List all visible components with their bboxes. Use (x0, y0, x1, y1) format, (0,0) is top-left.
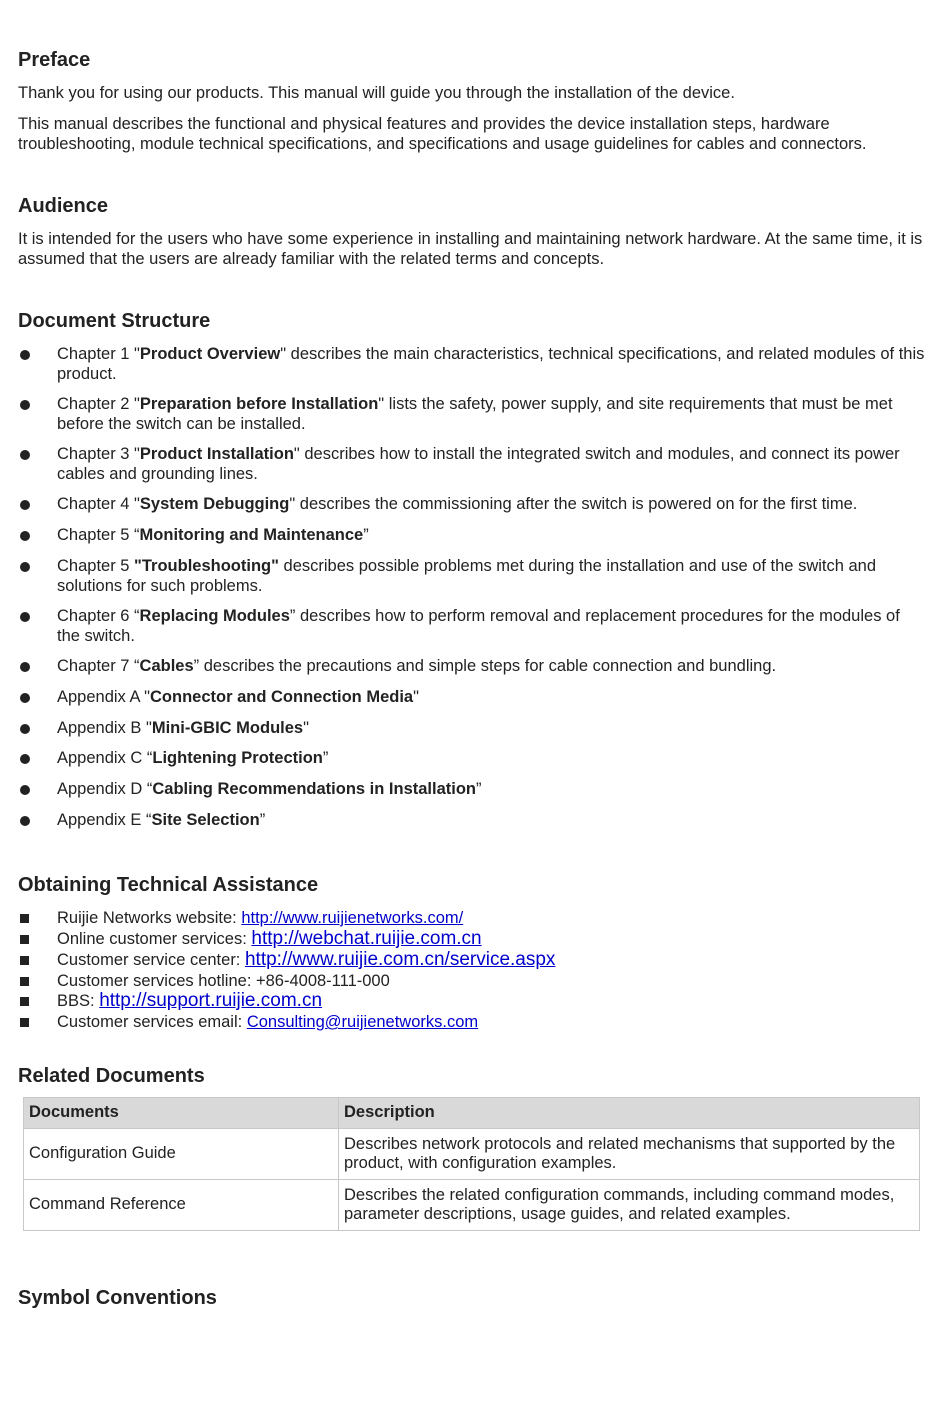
preface-heading: Preface (18, 49, 91, 71)
symbol-conventions-heading: Symbol Conventions (18, 1287, 217, 1309)
bullet-dot-icon (20, 345, 36, 366)
bullet-dot-icon (20, 495, 36, 516)
document-structure-heading: Document Structure (18, 310, 211, 332)
document-description-cell: Describes the related configuration commands, including command modes, parameter descriptions, usage guides, and related examples. (339, 1180, 920, 1231)
service-center-link[interactable]: http://www.ruijie.com.cn/service.aspx (244, 949, 556, 970)
related-documents-table (23, 1097, 920, 1231)
bullet-dot-icon (20, 688, 36, 709)
item-prefix: Appendix C “ (57, 749, 153, 767)
bullet-dot-icon (20, 607, 36, 628)
item-description: ” describes the precautions and simple steps for cable connection and bundling. (193, 657, 777, 675)
table-row (24, 1129, 920, 1180)
item-title: Cabling Recommendations in Installation (152, 780, 477, 798)
bbs-link[interactable]: http://support.ruijie.com.cn (99, 990, 323, 1011)
bullet-dot-icon (20, 719, 36, 740)
website-link[interactable]: http://www.ruijienetworks.com/ (241, 909, 464, 927)
item-prefix: Chapter 3 " (57, 445, 140, 463)
document-name-cell: Command Reference (24, 1180, 339, 1231)
preface-paragraph-1: Thank you for using our products. This manual will guide you through the installation of the device. (18, 84, 735, 102)
technical-assistance-heading: Obtaining Technical Assistance (18, 874, 319, 896)
bullet-square-icon (20, 1012, 29, 1032)
bullet-square-icon (20, 908, 29, 928)
item-prefix: Appendix E “ (57, 811, 152, 829)
item-title: Site Selection (151, 811, 260, 829)
item-prefix: Chapter 1 " (57, 345, 140, 363)
item-title: Lightening Protection (152, 749, 323, 767)
bullet-dot-icon (20, 780, 36, 801)
item-title: Preparation before Installation (139, 395, 379, 413)
bullet-dot-icon (20, 445, 36, 466)
column-header-documents: Documents (24, 1098, 339, 1129)
bullet-square-icon (20, 929, 29, 949)
bullet-dot-icon (20, 749, 36, 770)
item-description: describes possible problems met during the installation and use of the switch and solutions for such problems. (57, 557, 877, 595)
item-prefix: Appendix A " (57, 688, 151, 706)
item-title: Connector and Connection Media (150, 688, 414, 706)
item-prefix: Appendix B " (57, 719, 152, 737)
assistance-label: Online customer services: (57, 930, 252, 948)
bullet-dot-icon (20, 657, 36, 678)
bullet-dot-icon (20, 526, 36, 547)
item-prefix: Chapter 5 “ (57, 526, 140, 544)
assistance-label: Ruijie Networks website: (57, 909, 242, 927)
item-description: ” (322, 749, 329, 767)
item-description: " lists the safety, power supply, and site requirements that must be met before the switch can be installed. (57, 395, 893, 433)
bullet-square-icon (20, 971, 29, 991)
item-title: Mini-GBIC Modules (151, 719, 304, 737)
item-title: System Debugging (139, 495, 290, 513)
item-title: Monitoring and Maintenance (139, 526, 364, 544)
webchat-link[interactable]: http://webchat.ruijie.com.cn (251, 928, 482, 949)
item-description: ” (363, 526, 369, 544)
item-description: " (413, 688, 419, 706)
item-prefix: Chapter 4 " (57, 495, 140, 513)
audience-heading: Audience (18, 195, 109, 217)
bullet-square-icon (20, 950, 29, 970)
bullet-dot-icon (20, 395, 36, 416)
preface-paragraph-2: This manual describes the functional and physical features and provides the device installation steps, hardware troubleshooting, module technical specifications, and specifications and usage guidelines for cables and connectors. (18, 115, 867, 153)
assistance-label: BBS: (57, 992, 100, 1010)
document-name-cell: Configuration Guide (24, 1129, 339, 1180)
item-description: ” (259, 811, 266, 829)
item-description: " (303, 719, 309, 737)
item-description: " describes the main characteristics, technical specifications, and related modules of this product. (57, 345, 925, 383)
item-title: "Troubleshooting" (134, 557, 279, 575)
table-header-row (24, 1098, 920, 1129)
item-prefix: Chapter 2 " (57, 395, 140, 413)
item-description: " describes the commissioning after the switch is powered on for the first time. (289, 495, 858, 513)
assistance-label: Customer service center: (57, 951, 245, 969)
audience-paragraph: It is intended for the users who have some experience in installing and maintaining network hardware. At the same time, it is assumed that the users are already familiar with the related terms and concepts. (18, 230, 923, 268)
column-header-description: Description (339, 1098, 920, 1129)
item-description: ” describes how to perform removal and replacement procedures for the modules of the switch. (57, 607, 900, 645)
item-title: Cables (139, 657, 194, 675)
bullet-square-icon (20, 991, 29, 1011)
assistance-label: Customer services email: (57, 1013, 247, 1031)
email-link[interactable]: Consulting@ruijienetworks.com (246, 1013, 479, 1031)
bullet-dot-icon (20, 557, 36, 578)
hotline-text: Customer services hotline: +86-4008-111-000 (57, 972, 390, 990)
item-prefix: Appendix D “ (57, 780, 153, 798)
bullet-dot-icon (20, 811, 36, 832)
related-documents-heading: Related Documents (18, 1065, 205, 1087)
document-description-cell: Describes network protocols and related mechanisms that supported by the product, with configuration examples. (339, 1129, 920, 1180)
item-prefix: Chapter 7 “ (57, 657, 140, 675)
table-row (24, 1180, 920, 1231)
item-title: Replacing Modules (139, 607, 290, 625)
item-description: " describes how to install the integrated switch and modules, and connect its power cables and grounding lines. (57, 445, 900, 483)
item-description: ” (476, 780, 482, 798)
item-prefix: Chapter 6 “ (57, 607, 140, 625)
item-title: Product Overview (139, 345, 281, 363)
item-title: Product Installation (139, 445, 294, 463)
item-prefix: Chapter 5 (57, 557, 135, 575)
